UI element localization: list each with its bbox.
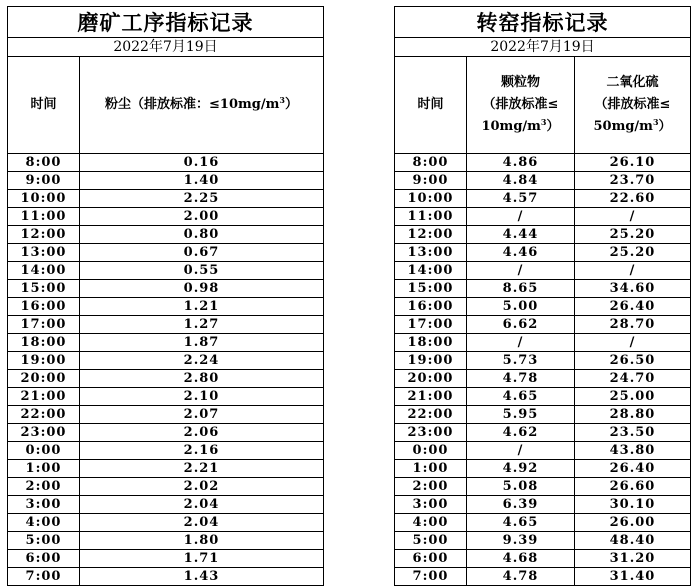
kiln-row-time: 16:00 xyxy=(395,298,467,316)
kiln-row-time: 14:00 xyxy=(395,262,467,280)
kiln-table-row xyxy=(395,496,691,514)
kiln-row-particulate: 5.95 xyxy=(467,406,575,424)
grinding-row-time: 7:00 xyxy=(8,568,80,586)
kiln-table-row xyxy=(395,352,691,370)
so2-standard-label: （排放标准≤ xyxy=(594,97,671,112)
grinding-table-row xyxy=(8,298,324,316)
grinding-table-row xyxy=(8,550,324,568)
grinding-row-time: 5:00 xyxy=(8,532,80,550)
grinding-row-dust: 0.67 xyxy=(80,244,324,262)
grinding-table-row xyxy=(8,334,324,352)
grinding-table-row xyxy=(8,568,324,586)
kiln-table-title: 转窑指标记录 xyxy=(395,7,691,38)
grinding-table-row xyxy=(8,244,324,262)
grinding-row-dust: 2.10 xyxy=(80,388,324,406)
grinding-row-dust: 1.21 xyxy=(80,298,324,316)
grinding-row-time: 15:00 xyxy=(8,280,80,298)
kiln-table-row xyxy=(395,460,691,478)
grinding-row-dust: 0.80 xyxy=(80,226,324,244)
kiln-row-time: 20:00 xyxy=(395,370,467,388)
kiln-row-particulate: 4.86 xyxy=(467,154,575,172)
grinding-row-dust: 1.87 xyxy=(80,334,324,352)
kiln-row-particulate: / xyxy=(467,334,575,352)
grinding-row-time: 18:00 xyxy=(8,334,80,352)
grinding-row-time: 17:00 xyxy=(8,316,80,334)
kiln-row-time: 4:00 xyxy=(395,514,467,532)
kiln-row-so2: 31.20 xyxy=(575,550,691,568)
particulate-label: 颗粒物 xyxy=(500,75,540,90)
grinding-table-row xyxy=(8,370,324,388)
grinding-row-time: 10:00 xyxy=(8,190,80,208)
kiln-row-time: 2:00 xyxy=(395,478,467,496)
kiln-table-row xyxy=(395,334,691,352)
kiln-row-so2: 25.20 xyxy=(575,226,691,244)
kiln-row-time: 1:00 xyxy=(395,460,467,478)
dust-standard-text: 粉尘（排放标准：≤10mg/m xyxy=(105,97,280,112)
kiln-row-so2: 25.20 xyxy=(575,244,691,262)
kiln-header-so2 xyxy=(575,57,691,154)
kiln-row-particulate: 4.65 xyxy=(467,514,575,532)
kiln-table-row xyxy=(395,514,691,532)
kiln-row-so2: 31.40 xyxy=(575,568,691,586)
kiln-row-so2: 26.60 xyxy=(575,478,691,496)
kiln-row-particulate: 4.68 xyxy=(467,550,575,568)
kiln-table-row xyxy=(395,244,691,262)
grinding-row-dust: 2.07 xyxy=(80,406,324,424)
kiln-row-particulate: / xyxy=(467,442,575,460)
grinding-row-time: 14:00 xyxy=(8,262,80,280)
grinding-table-row xyxy=(8,388,324,406)
kiln-row-so2: 48.40 xyxy=(575,532,691,550)
kiln-row-particulate: 5.73 xyxy=(467,352,575,370)
grinding-row-dust: 2.04 xyxy=(80,496,324,514)
kiln-table-row xyxy=(395,226,691,244)
kiln-table-row xyxy=(395,280,691,298)
kiln-table-row xyxy=(395,442,691,460)
grinding-row-dust: 1.80 xyxy=(80,532,324,550)
particulate-standard-label: （排放标准≤ xyxy=(482,97,559,112)
grinding-row-time: 19:00 xyxy=(8,352,80,370)
particulate-unit-superscript: 3 xyxy=(540,117,547,127)
grinding-table-row xyxy=(8,262,324,280)
grinding-table-row xyxy=(8,226,324,244)
kiln-header-time: 时间 xyxy=(395,57,467,154)
kiln-table-row xyxy=(395,532,691,550)
kiln-row-time: 22:00 xyxy=(395,406,467,424)
grinding-row-dust: 0.55 xyxy=(80,262,324,280)
kiln-row-so2: 23.50 xyxy=(575,424,691,442)
kiln-row-time: 7:00 xyxy=(395,568,467,586)
kiln-row-particulate: 4.84 xyxy=(467,172,575,190)
grinding-row-dust: 2.04 xyxy=(80,514,324,532)
kiln-table-row xyxy=(395,550,691,568)
so2-unit-superscript: 3 xyxy=(652,117,659,127)
kiln-row-particulate: 4.57 xyxy=(467,190,575,208)
grinding-table-title: 磨矿工序指标记录 xyxy=(8,7,324,38)
grinding-table-row xyxy=(8,532,324,550)
kiln-row-time: 12:00 xyxy=(395,226,467,244)
kiln-row-so2: 26.40 xyxy=(575,298,691,316)
kiln-table-row xyxy=(395,388,691,406)
kiln-row-so2: / xyxy=(575,262,691,280)
kiln-row-so2: 24.70 xyxy=(575,370,691,388)
kiln-row-so2: 25.00 xyxy=(575,388,691,406)
grinding-table-row xyxy=(8,208,324,226)
kiln-row-particulate: 6.39 xyxy=(467,496,575,514)
kiln-table-row xyxy=(395,208,691,226)
grinding-row-time: 0:00 xyxy=(8,442,80,460)
grinding-row-time: 4:00 xyxy=(8,514,80,532)
grinding-header-time: 时间 xyxy=(8,57,80,154)
grinding-row-dust: 2.02 xyxy=(80,478,324,496)
kiln-row-particulate: 4.46 xyxy=(467,244,575,262)
kiln-table-row xyxy=(395,298,691,316)
kiln-row-so2: 26.10 xyxy=(575,154,691,172)
grinding-table-row xyxy=(8,442,324,460)
grinding-row-time: 12:00 xyxy=(8,226,80,244)
kiln-row-particulate: 4.78 xyxy=(467,568,575,586)
kiln-row-particulate: 5.00 xyxy=(467,298,575,316)
kiln-row-so2: 26.00 xyxy=(575,514,691,532)
grinding-row-time: 6:00 xyxy=(8,550,80,568)
kiln-row-time: 18:00 xyxy=(395,334,467,352)
grinding-row-dust: 1.27 xyxy=(80,316,324,334)
grinding-table-row xyxy=(8,280,324,298)
kiln-table-date: 2022年7月19日 xyxy=(395,38,691,57)
grinding-row-dust: 2.21 xyxy=(80,460,324,478)
grinding-row-time: 21:00 xyxy=(8,388,80,406)
grinding-row-time: 8:00 xyxy=(8,154,80,172)
kiln-row-time: 11:00 xyxy=(395,208,467,226)
kiln-table-row xyxy=(395,424,691,442)
grinding-header-dust xyxy=(80,57,324,154)
particulate-standard-value: 10mg/m xyxy=(481,119,541,134)
kiln-row-so2: 23.70 xyxy=(575,172,691,190)
kiln-row-so2: / xyxy=(575,208,691,226)
kiln-row-so2: 28.80 xyxy=(575,406,691,424)
grinding-row-time: 22:00 xyxy=(8,406,80,424)
grinding-row-time: 3:00 xyxy=(8,496,80,514)
grinding-table-row xyxy=(8,496,324,514)
kiln-row-so2: 30.10 xyxy=(575,496,691,514)
particulate-standard-close: ） xyxy=(546,119,560,134)
kiln-row-time: 10:00 xyxy=(395,190,467,208)
kiln-table-row xyxy=(395,370,691,388)
kiln-row-so2: 28.70 xyxy=(575,316,691,334)
grinding-row-time: 11:00 xyxy=(8,208,80,226)
grinding-row-dust: 1.43 xyxy=(80,568,324,586)
grinding-record-table xyxy=(7,6,324,586)
grinding-table-row xyxy=(8,478,324,496)
grinding-row-dust: 2.80 xyxy=(80,370,324,388)
kiln-row-so2: 26.50 xyxy=(575,352,691,370)
kiln-row-time: 13:00 xyxy=(395,244,467,262)
kiln-row-so2: 26.40 xyxy=(575,460,691,478)
kiln-row-particulate: / xyxy=(467,208,575,226)
kiln-row-time: 0:00 xyxy=(395,442,467,460)
grinding-row-time: 20:00 xyxy=(8,370,80,388)
grinding-row-dust: 2.00 xyxy=(80,208,324,226)
so2-standard-value: 50mg/m xyxy=(593,119,653,134)
grinding-row-dust: 2.06 xyxy=(80,424,324,442)
kiln-row-particulate: 4.92 xyxy=(467,460,575,478)
grinding-row-time: 13:00 xyxy=(8,244,80,262)
kiln-row-time: 19:00 xyxy=(395,352,467,370)
kiln-row-particulate: 5.08 xyxy=(467,478,575,496)
kiln-table-row xyxy=(395,190,691,208)
kiln-row-particulate: 4.44 xyxy=(467,226,575,244)
kiln-table-row xyxy=(395,172,691,190)
grinding-row-time: 23:00 xyxy=(8,424,80,442)
grinding-table-row xyxy=(8,406,324,424)
kiln-row-time: 23:00 xyxy=(395,424,467,442)
grinding-table-row xyxy=(8,154,324,172)
kiln-table-row xyxy=(395,568,691,586)
kiln-row-time: 3:00 xyxy=(395,496,467,514)
kiln-row-particulate: 6.62 xyxy=(467,316,575,334)
grinding-row-dust: 2.24 xyxy=(80,352,324,370)
grinding-row-time: 9:00 xyxy=(8,172,80,190)
kiln-row-so2: 34.60 xyxy=(575,280,691,298)
kiln-row-so2: / xyxy=(575,334,691,352)
kiln-table-row xyxy=(395,406,691,424)
kiln-record-table xyxy=(394,6,691,586)
kiln-table-row xyxy=(395,154,691,172)
so2-label: 二氧化硫 xyxy=(606,75,659,90)
kiln-row-time: 21:00 xyxy=(395,388,467,406)
kiln-row-particulate: / xyxy=(467,262,575,280)
dust-unit-superscript: 3 xyxy=(279,95,285,105)
kiln-row-time: 5:00 xyxy=(395,532,467,550)
kiln-row-time: 8:00 xyxy=(395,154,467,172)
grinding-row-dust: 2.16 xyxy=(80,442,324,460)
grinding-row-dust: 1.71 xyxy=(80,550,324,568)
kiln-header-particulate xyxy=(467,57,575,154)
kiln-row-so2: 43.80 xyxy=(575,442,691,460)
kiln-table-row xyxy=(395,262,691,280)
grinding-table-row xyxy=(8,460,324,478)
grinding-table-row xyxy=(8,352,324,370)
kiln-row-time: 15:00 xyxy=(395,280,467,298)
kiln-row-time: 9:00 xyxy=(395,172,467,190)
grinding-table-row xyxy=(8,514,324,532)
kiln-row-particulate: 4.62 xyxy=(467,424,575,442)
kiln-table-row xyxy=(395,478,691,496)
grinding-row-time: 16:00 xyxy=(8,298,80,316)
grinding-table-row xyxy=(8,190,324,208)
kiln-row-particulate: 4.65 xyxy=(467,388,575,406)
kiln-table-row xyxy=(395,316,691,334)
grinding-table-date: 2022年7月19日 xyxy=(8,38,324,57)
kiln-row-time: 6:00 xyxy=(395,550,467,568)
grinding-table-row xyxy=(8,172,324,190)
kiln-row-so2: 22.60 xyxy=(575,190,691,208)
kiln-row-particulate: 4.78 xyxy=(467,370,575,388)
grinding-row-time: 2:00 xyxy=(8,478,80,496)
grinding-row-dust: 1.40 xyxy=(80,172,324,190)
grinding-row-dust: 0.16 xyxy=(80,154,324,172)
kiln-row-time: 17:00 xyxy=(395,316,467,334)
kiln-row-particulate: 9.39 xyxy=(467,532,575,550)
grinding-row-time: 1:00 xyxy=(8,460,80,478)
dust-standard-close: ） xyxy=(284,97,298,112)
kiln-row-particulate: 8.65 xyxy=(467,280,575,298)
grinding-table-row xyxy=(8,316,324,334)
so2-standard-close: ） xyxy=(658,119,672,134)
grinding-row-dust: 2.25 xyxy=(80,190,324,208)
grinding-row-dust: 0.98 xyxy=(80,280,324,298)
grinding-table-row xyxy=(8,424,324,442)
